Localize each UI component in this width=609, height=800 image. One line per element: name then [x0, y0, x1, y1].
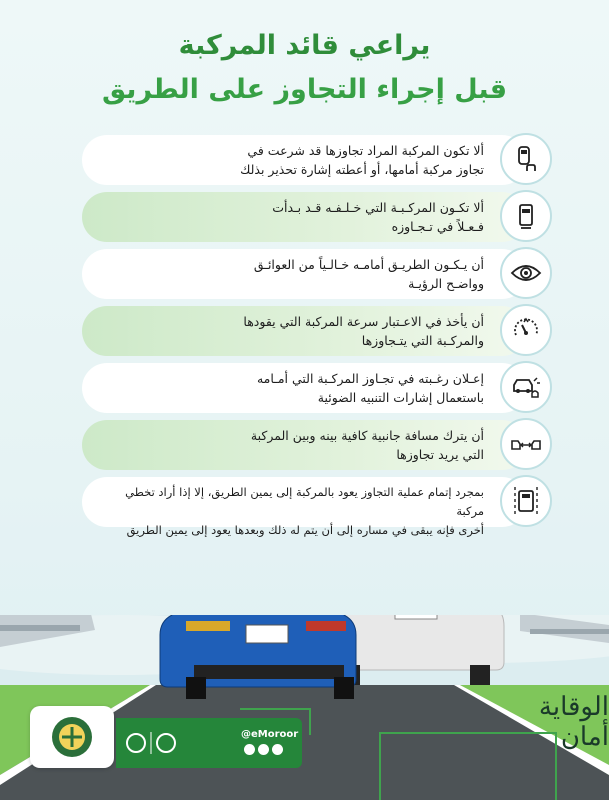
tip-row-3 — [82, 249, 552, 299]
tip-pill-7 — [82, 477, 527, 537]
speedometer-icon — [500, 304, 552, 356]
tip-text-5: إعـلان رغـبته في تجـاوز المركـبة التي أمـامه باستعمال إشارات التنبيه الضوئية — [256, 371, 484, 405]
tip-text-6: أن يترك مسافة جانبية كافية بينه وبين المركبة التي يريد تجاوزها — [250, 428, 484, 462]
car-behind-icon — [500, 190, 552, 242]
youtube-icon[interactable] — [272, 744, 283, 755]
tip-pill-3 — [82, 249, 527, 299]
tip-pill-4 — [82, 306, 527, 356]
social-handle[interactable]: @eMoroor — [241, 729, 299, 740]
tip-text-7: بمجرد إتمام عملية التجاوز يعود بالمركبة إلى يمين الطريق، إلا إذا أراد تخطي مركبة أخرى فإنه يبقى في مساره إلى أن يتم له ذلك وبعدها يعود إلى يمين الطريق — [125, 485, 484, 537]
instagram-icon[interactable] — [258, 744, 269, 755]
blue-car — [160, 615, 356, 699]
page-title-line2: قبل إجراء التجاوز على الطريق — [101, 74, 508, 105]
side-distance-icon — [500, 418, 552, 470]
twitter-icon[interactable] — [244, 744, 255, 755]
traffic-emblem-card — [30, 706, 114, 768]
social-icons — [244, 744, 283, 755]
tip-text-1: ألا تكون المركبة المراد تجاوزها قد شرعت في تجاوز مركبة أمامها، أو أعطته إشارة تحذير بذلك — [240, 143, 484, 177]
car-overtaking-icon — [500, 133, 552, 185]
eye-icon — [500, 247, 552, 299]
tip-text-3: أن يـكـون الطريـق أمامـه خـالـياً من العوائـق وواضـح الرؤيـة — [253, 257, 484, 291]
tip-text-4: أن يأخذ في الاعـتبار سرعة المركبة التي يقودها والمركـبة التي يتـجاوزها — [243, 314, 484, 348]
tip-row-5 — [82, 363, 552, 413]
tip-row-1 — [82, 135, 552, 185]
tip-row-6 — [82, 420, 552, 470]
tip-row-4 — [82, 306, 552, 356]
car-signal-icon — [500, 361, 552, 413]
tip-pill-1 — [82, 135, 527, 185]
footer-bar — [116, 718, 302, 768]
tip-pill-5 — [82, 363, 527, 413]
tip-pill-6 — [82, 420, 527, 470]
ministry-logos-icon — [116, 718, 186, 768]
tip-text-2: ألا تكـون المركـبـة التي خـلـفـه قـد بـدأت فـعـلاً في تـجـاوزه — [272, 200, 484, 234]
calligraphy-logo: الوقاية أمان — [538, 692, 609, 752]
tip-row-7 — [82, 477, 552, 537]
tip-row-2 — [82, 192, 552, 242]
tip-pill-2 — [82, 192, 527, 242]
page-title-line1: يراعي قائد المركبة — [178, 30, 431, 61]
traffic-police-emblem-icon — [30, 706, 114, 768]
car-lane-icon — [500, 475, 552, 527]
